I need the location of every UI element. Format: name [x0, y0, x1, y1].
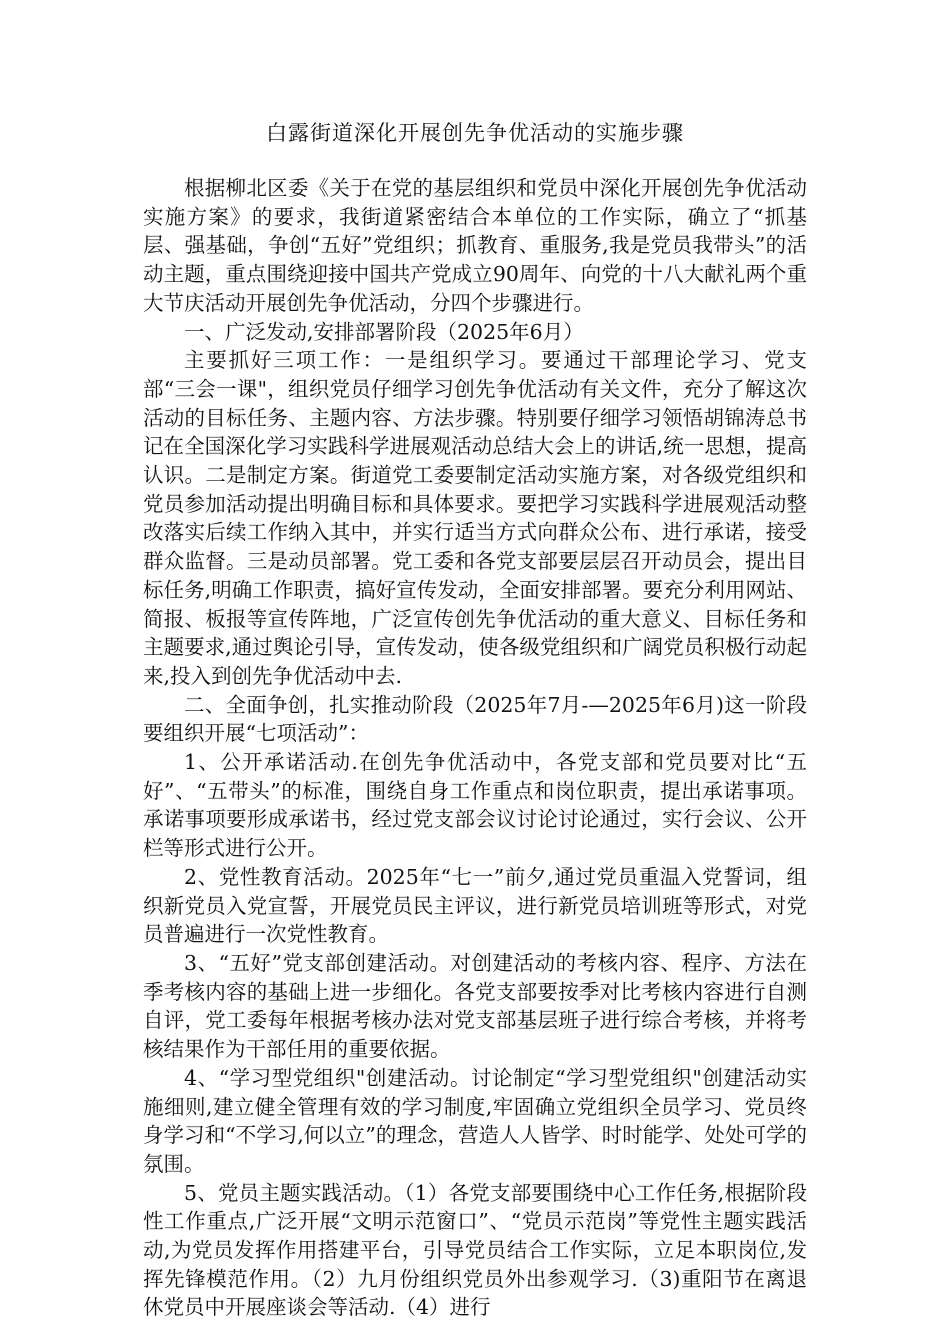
section-heading-2: 二、全面争创，扎实推动阶段（2025年7月-—2025年6月)这一阶段要组织开展“七项活动”：	[143, 692, 807, 746]
activity-item-3: 3、“五好”党支部创建活动。对创建活动的考核内容、程序、方法在季考核内容的基础上进一步细化。各党支部要按季对比考核内容进行自测自评，党工委每年根据考核办法对党支部基层班子进行综合考核，并将考核结果作为干部任用的重要依据。	[143, 950, 807, 1062]
activity-item-4: 4、“学习型党组织"创建活动。讨论制定“学习型党组织"创建活动实施细则,建立健全管理有效的学习制度,牢固确立党组织全员学习、党员终身学习和“不学习,何以立”的理念，营造人人皆学、时时能学、处处可学的氛围。	[143, 1065, 807, 1176]
document-title: 白露街道深化开展创先争优活动的实施步骤	[266, 121, 684, 145]
document-page	[143, 118, 807, 1322]
section-1-body: 主要抓好三项工作：一是组织学习。要通过干部理论学习、党支部“三会一课"，组织党员仔细学习创先争优活动有关文件，充分了解这次活动的目标任务、主题内容、方法步骤。特别要仔细学习领悟胡锦涛总书记在全国深化学习实践科学进展观活动总结大会上的讲话,统一思想，提高认识。二是制定方案。街道党工委要制定活动实施方案，对各级党组织和党员参加活动提出明确目标和具体要求。要把学习实践科学进展观活动整改落实后续工作纳入其中，并实行适当方式向群众公布、进行承诺，接受群众监督。三是动员部署。党工委和各党支部要层层召开动员会，提出目标任务,明确工作职责，搞好宣传发动，全面安排部署。要充分利用网站、简报、板报等宣传阵地，广泛宣传创先争优活动的重大意义、目标任务和主题要求,通过舆论引导，宣传发动，使各级党组织和广阔党员积极行动起来,投入到创先争优活动中去.	[143, 348, 807, 688]
intro-paragraph: 根据柳北区委《关于在党的基层组织和党员中深化开展创先争优活动实施方案》的要求，我街道紧密结合本单位的工作实际，确立了“抓基层、强基础，争创“五好”党组织；抓教育、重服务,我是党员我带头”的活动主题，重点围绕迎接中国共产党成立90周年、向党的十八大献礼两个重大节庆活动开展创先争优活动，分四个步骤进行。	[143, 176, 807, 315]
section-heading-1: 一、广泛发动,安排部署阶段（2025年6月）	[184, 319, 584, 344]
activity-item-5: 5、党员主题实践活动。（1）各党支部要围绕中心工作任务,根据阶段性工作重点,广泛开展“文明示范窗口”、“党员示范岗”等党性主题实践活动,为党员发挥作用搭建平台，引导党员结合工作实际，立足本职岗位,发挥先锋模范作用。（2）九月份组织党员外出参观学习.（3)重阳节在离退休党员中开展座谈会等活动.（4）进行	[143, 1180, 807, 1320]
activity-item-2: 2、党性教育活动。2025年“七一”前夕,通过党员重温入党誓词，组织新党员入党宣誓，开展党员民主评议，进行新党员培训班等形式，对党员普遍进行一次党性教育。	[143, 864, 807, 947]
activity-item-1: 1、公开承诺活动.在创先争优活动中，各党支部和党员要对比“五好”、“五带头”的标准，围绕自身工作重点和岗位职责，提出承诺事项。承诺事项要形成承诺书，经过党支部会议讨论讨论通过，实行会议、公开栏等形式进行公开。	[143, 750, 807, 861]
